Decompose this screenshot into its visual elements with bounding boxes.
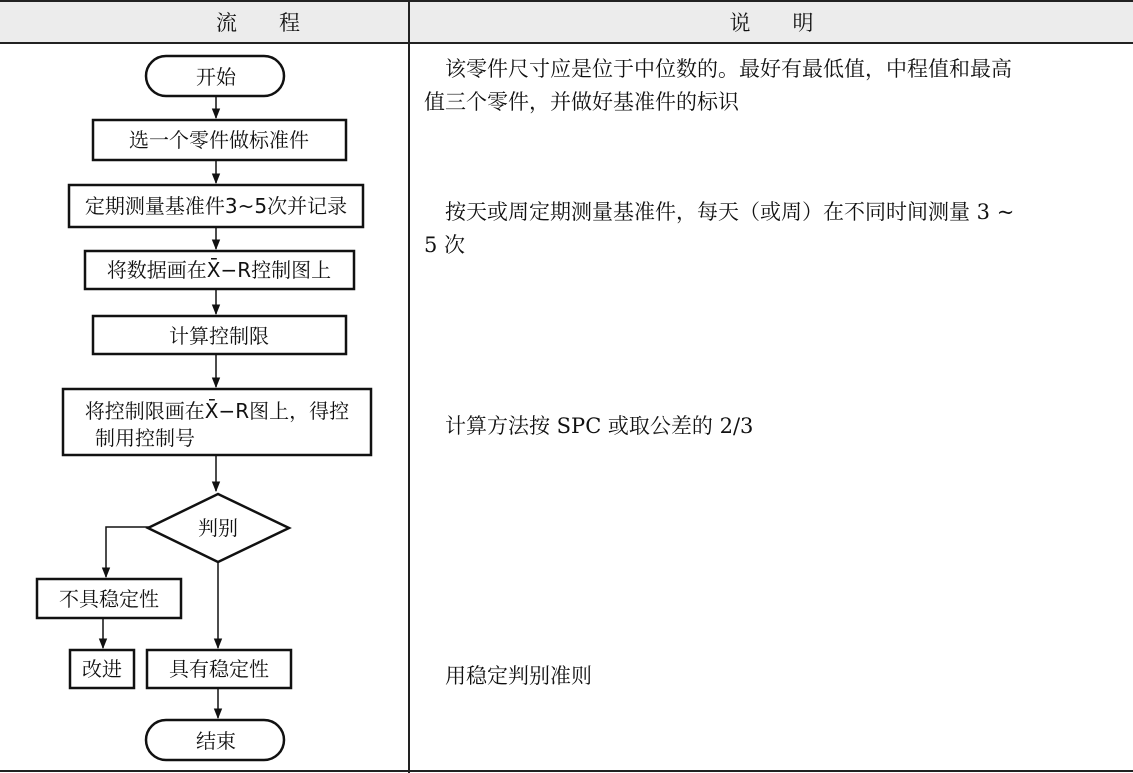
node-unstable — [37, 579, 181, 618]
node-select-standard-part — [93, 120, 346, 160]
description-stability-rules: 用稳定判别准则 — [424, 664, 592, 688]
node-end — [146, 720, 284, 760]
node-start — [146, 56, 284, 96]
header-flow: 流 程 — [216, 11, 300, 35]
header-description: 说 明 — [729, 11, 814, 35]
node-improve-label: 改进 — [82, 657, 122, 681]
node-step3-label: 将数据画在X̄−R控制图上 — [106, 258, 332, 282]
node-step4-label: 计算控制限 — [169, 324, 269, 348]
node-periodic-measure — [69, 185, 363, 227]
node-step5-line2: 制用控制号 — [95, 426, 195, 450]
description-periodic-measure: 按天或周定期测量基准件，每天（或周）在不同时间测量 3 ~ 5 次 — [424, 200, 1015, 257]
flowchart — [0, 0, 410, 773]
node-step5-line1: 将控制限画在X̄−R图上，得控 — [84, 399, 350, 423]
description-standard-part: 该零件尺寸应是位于中位数的。最好有最低值，中程值和最高 值三个零件，并做好基准件的标识 — [424, 57, 1012, 114]
arrow-decision-unstable — [106, 527, 150, 577]
node-step1-label: 选一个零件做标准件 — [129, 128, 309, 152]
node-stable-label: 具有稳定性 — [169, 657, 269, 681]
node-unstable-label: 不具稳定性 — [59, 587, 159, 611]
node-step2-label: 定期测量基准件3~5次并记录 — [84, 194, 348, 218]
node-stable — [147, 650, 291, 688]
node-end-label: 结束 — [196, 729, 236, 753]
node-compute-limits — [93, 316, 346, 354]
node-plot-data — [85, 251, 354, 289]
node-draw-limits — [63, 389, 371, 455]
node-improve — [70, 650, 134, 688]
node-decision — [148, 494, 289, 562]
node-decision-label: 判别 — [198, 516, 238, 540]
description-control-limits: 计算方法按 SPC 或取公差的 2/3 — [424, 414, 754, 438]
node-start-label: 开始 — [196, 65, 236, 89]
